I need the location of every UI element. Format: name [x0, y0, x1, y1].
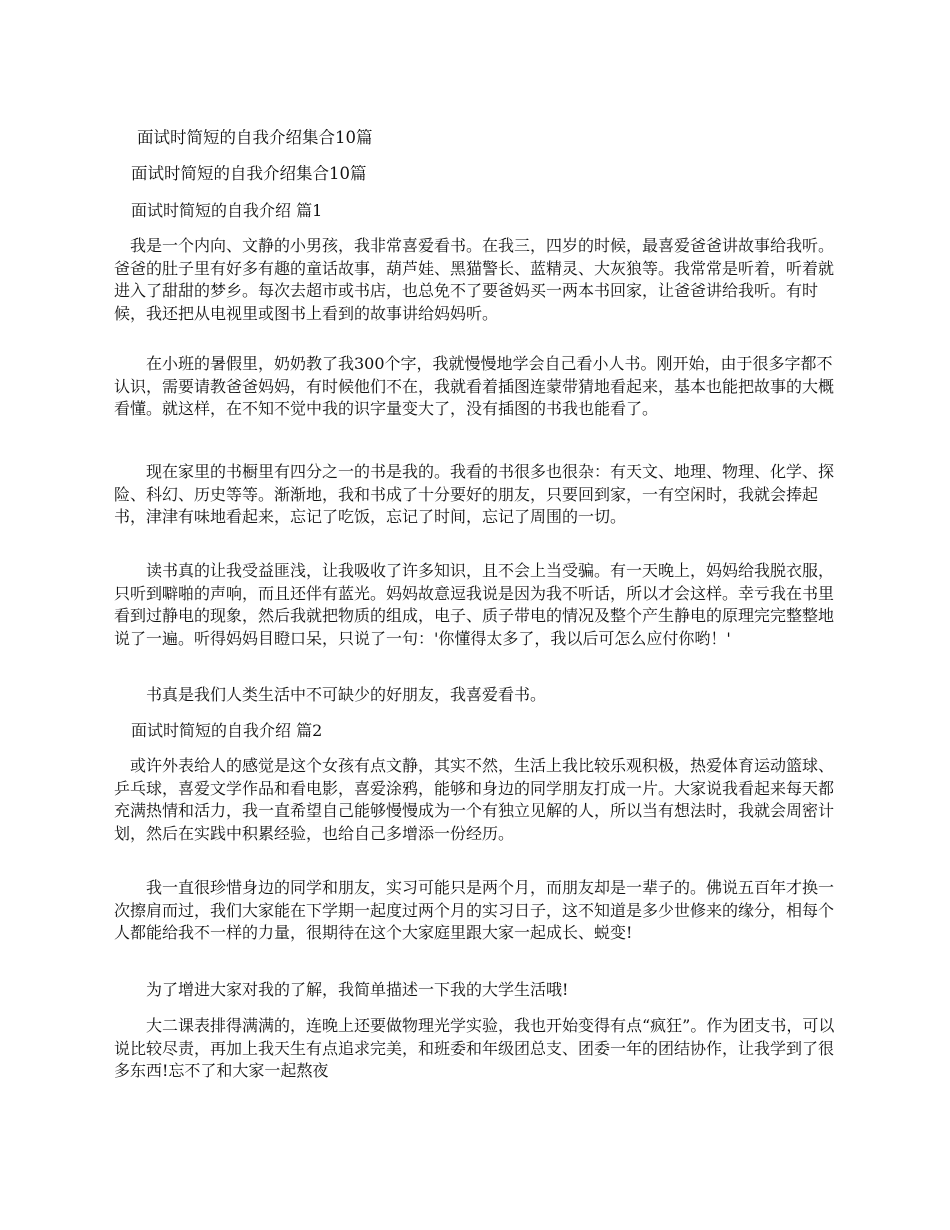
document-subtitle: 面试时简短的自我介绍集合10篇: [131, 164, 367, 183]
paragraph: 在小班的暑假里，奶奶教了我300个字，我就慢慢地学会自己看小人书。刚开始，由于很多字都不认识，需要请教爸爸妈妈，有时候他们不在，我就看着插图连蒙带猜地看起来，基本也能把故事的大概看懂。就这样，在不知不觉中我的识字量变大了，没有插图的书我也能看了。: [114, 354, 835, 418]
document-title: 面试时简短的自我介绍集合10篇: [137, 128, 373, 147]
paragraph: 我一直很珍惜身边的同学和朋友，实习可能只是两个月，而朋友却是一辈子的。佛说五百年才换一次擦肩而过，我们大家能在下学期一起度过两个月的实习日子，这不知道是多少世修来的缘分，相每个人都能给我不一样的力量，很期待在这个大家庭里跟大家一起成长、蜕变!: [114, 878, 835, 942]
paragraph: 为了增进大家对我的了解，我简单描述一下我的大学生活哦!: [146, 980, 569, 999]
paragraph: 大二课表排得满满的，连晚上还要做物理光学实验，我也开始变得有点“疯狂”。作为团支书，可以说比较尽责，再加上我天生有点追求完美，和班委和年级团总支、团委一年的团结协作，让我学到了很多东西!忘不了和大家一起熬夜: [114, 1016, 835, 1080]
paragraph: 我是一个内向、文静的小男孩，我非常喜爱看书。在我三，四岁的时候，最喜爱爸爸讲故事给我听。爸爸的肚子里有好多有趣的童话故事，葫芦娃、黑猫警长、蓝精灵、大灰狼等。我常常是听着，听着就进入了甜甜的梦乡。每次去超市或书店，也总免不了要爸妈买一两本书回家，让爸爸讲给我听。有时候，我还把从电视里或图书上看到的故事讲给妈妈听。: [114, 236, 835, 323]
section-heading-1: 面试时简短的自我介绍 篇1: [131, 201, 323, 220]
paragraph: 读书真的让我受益匪浅，让我吸收了许多知识，且不会上当受骗。有一天晚上，妈妈给我脱衣服，只听到噼啪的声响，而且还伴有蓝光。妈妈故意逗我说是因为我不听话，所以才会这样。幸亏我在书里看到过静电的现象，然后我就把物质的组成，电子、质子带电的情况及整个产生静电的原理完完整整地说了一遍。听得妈妈目瞪口呆，只说了一句：'你懂得太多了，我以后可怎么应付你哟！': [114, 561, 835, 648]
section-heading-2: 面试时简短的自我介绍 篇2: [131, 721, 323, 740]
paragraph: 或许外表给人的感觉是这个女孩有点文静，其实不然，生活上我比较乐观积极，热爱体育运动篮球、乒乓球，喜爱文学作品和看电影，喜爱涂鸦，能够和身边的同学朋友打成一片。大家说我看起来每天都充满热情和活力，我一直希望自己能够慢慢成为一个有独立见解的人，所以当有想法时，我就会周密计划，然后在实践中积累经验，也给自己多增添一份经历。: [114, 756, 835, 843]
paragraph: 书真是我们人类生活中不可缺少的好朋友，我喜爱看书。: [146, 685, 547, 704]
paragraph: 现在家里的书橱里有四分之一的书是我的。我看的书很多也很杂：有天文、地理、物理、化学、探险、科幻、历史等等。渐渐地，我和书成了十分要好的朋友，只要回到家，一有空闲时，我就会捧起书，津津有味地看起来，忘记了吃饭，忘记了时间，忘记了周围的一切。: [114, 462, 835, 526]
